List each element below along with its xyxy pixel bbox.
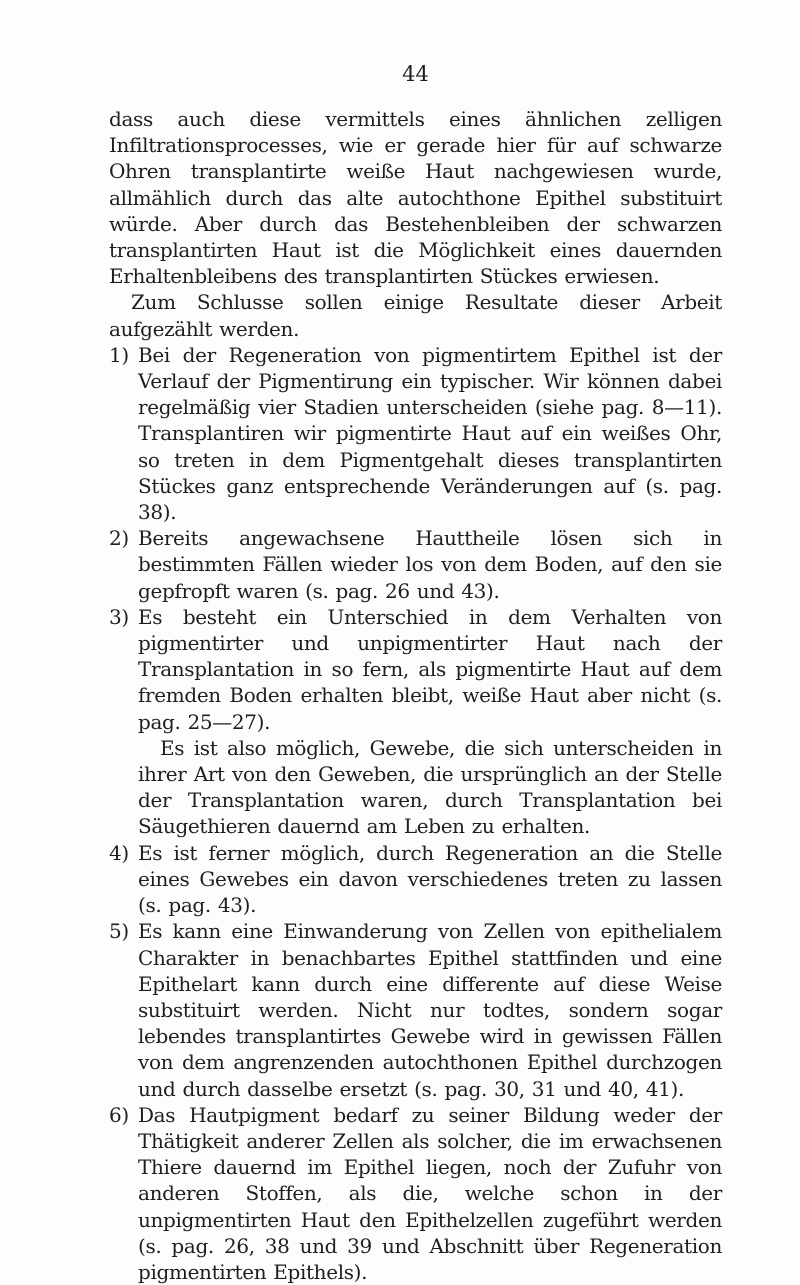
result-item-text: Bei der Regeneration von pigmentirtem Epithel ist der Verlauf der Pigmentirung ein typischer. Wir können dabei regelmäßig vier Stadien unterscheiden (siehe pag. 8—11). Transplantiren wir pigmentirte Haut auf ein weißes Ohr, so treten in dem Pigmentgehalt dieses transplantirten Stückes ganz entsprechende Veränderungen auf (s. pag. 38).	[138, 342, 722, 525]
result-item-text: Das Hautpigment bedarf zu seiner Bildung weder der Thätigkeit anderer Zellen als solcher, die im erwachsenen Thiere dauernd im Epithel liegen, noch der Zufuhr von anderen Stoffen, als die, welche schon in der unpigmentirten Haut den Epithelzellen zugeführt werden (s. pag. 26, 38 und 39 und Abschnitt über Regeneration pigmentirten Epithels).	[138, 1102, 722, 1284]
result-item-1	[109, 342, 722, 525]
result-item-text: Es ist ferner möglich, durch Regeneration an die Stelle eines Gewebes ein davon verschiedenes treten zu lassen (s. pag. 43).	[138, 840, 722, 918]
intro-paragraph: dass auch diese vermittels eines ähnlichen zelligen Infiltrationsprocesses, wie er gerade hier für auf schwarze Ohren transplantirte weiße Haut nachgewiesen wurde, allmählich durch das alte autochthone Epithel substituirt würde. Aber durch das Bestehenbleiben der schwarzen transplantirten Haut ist die Möglichkeit eines dauernden Erhaltenbleibens des transplantirten Stückes erwiesen.	[109, 107, 722, 289]
result-item-number: 1)	[109, 342, 129, 367]
result-item-number: 4)	[109, 840, 129, 865]
result-item-4	[109, 840, 722, 919]
page-number: 44	[402, 62, 429, 86]
body-text	[109, 106, 722, 1285]
result-item-6	[109, 1102, 722, 1285]
result-item-text: Bereits angewachsene Hauttheile lösen sich in bestimmten Fällen wieder los von dem Boden, auf den sie gepfropft waren (s. pag. 26 und 43).	[138, 526, 722, 603]
result-item-5	[109, 918, 722, 1101]
result-item-continuation: Es ist also möglich, Gewebe, die sich unterscheiden in ihrer Art von den Geweben, die ursprünglich an der Stelle der Transplantation waren, durch Transplantation bei Säugethieren dauernd am Leben zu erhalten.	[138, 735, 722, 839]
result-item-3	[109, 604, 722, 840]
result-item-text: Es besteht ein Unterschied in dem Verhalten von pigmentirter und unpigmentirter Haut nach der Transplantation in so fern, als pigmentirte Haut auf dem fremden Boden erhalten bleibt, weiße Haut aber nicht (s. pag. 25—27).	[138, 604, 722, 734]
result-item-number: 2)	[109, 526, 129, 551]
result-item-number: 5)	[109, 919, 129, 944]
conclusion-intro-paragraph: Zum Schlusse sollen einige Resultate dieser Arbeit aufgezählt werden.	[109, 290, 722, 341]
result-item-number: 6)	[109, 1102, 129, 1127]
result-item-number: 3)	[109, 604, 129, 629]
result-item-2	[109, 525, 722, 604]
result-item-text: Es kann eine Einwanderung von Zellen von epithelialem Charakter in benachbartes Epithel stattfinden und eine Epithelart kann durch eine differente auf diese Weise substituirt werden. Nicht nur todtes, sondern sogar lebendes transplantirtes Gewebe wird in gewissen Fällen von dem angrenzenden autochthonen Epithel durchzogen und durch dasselbe ersetzt (s. pag. 30, 31 und 40, 41).	[138, 919, 722, 1101]
